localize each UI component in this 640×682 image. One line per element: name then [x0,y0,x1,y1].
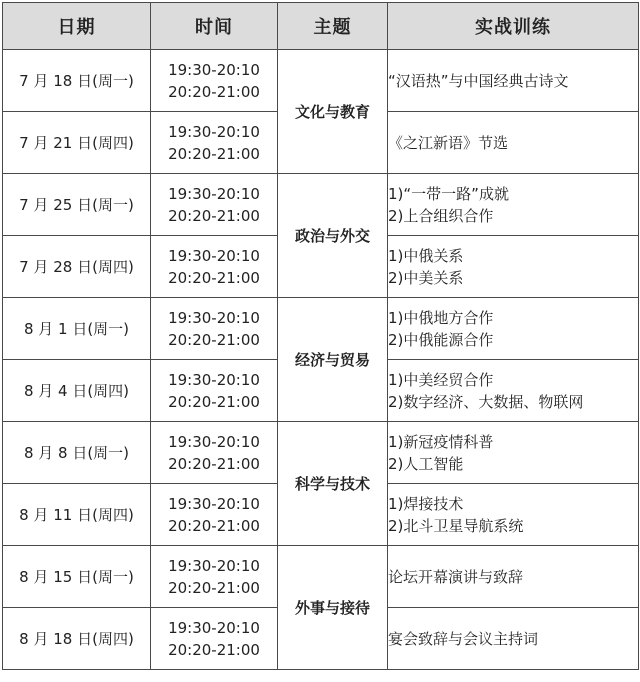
time-cell [151,236,278,298]
time-slot-2: 20:20-21:00 [168,640,260,659]
schedule-table [2,2,639,670]
training-cell [388,236,639,298]
training-item: 2)北斗卫星导航系统 [388,516,524,535]
training-cell [388,174,639,236]
time-slot-2: 20:20-21:00 [168,454,260,473]
time-slot-2: 20:20-21:00 [168,144,260,163]
training-item: 宴会致辞与会议主持词 [388,629,539,648]
training-cell [388,484,639,546]
time-slot-2: 20:20-21:00 [168,268,260,287]
training-item: 2)中俄能源合作 [388,330,494,349]
table-body [3,50,639,670]
training-item: 1)焊接技术 [388,494,464,513]
training-cell [388,546,639,608]
table-row [3,174,639,236]
time-cell [151,360,278,422]
table-row [3,546,639,608]
time-slot-1: 19:30-20:10 [168,246,260,265]
time-slot-1: 19:30-20:10 [168,184,260,203]
time-cell [151,174,278,236]
training-item: 1)中俄关系 [388,246,464,265]
training-item: 1)“一带一路”成就 [388,184,509,203]
time-slot-2: 20:20-21:00 [168,330,260,349]
time-slot-1: 19:30-20:10 [168,618,260,637]
training-item: 1)中俄地方合作 [388,308,494,327]
date-cell: 8 月 18 日(周四) [3,608,151,670]
topic-cell: 外事与接待 [278,546,388,670]
table-row [3,50,639,112]
topic-cell: 政治与外交 [278,174,388,298]
table-row [3,298,639,360]
training-cell [388,298,639,360]
training-item: 2)数字经济、大数据、物联网 [388,392,584,411]
training-cell [388,50,639,112]
training-item: 1)中美经贸合作 [388,370,494,389]
time-slot-1: 19:30-20:10 [168,308,260,327]
time-cell [151,112,278,174]
time-cell [151,608,278,670]
header-time: 时间 [151,3,278,50]
topic-cell: 文化与教育 [278,50,388,174]
time-slot-1: 19:30-20:10 [168,556,260,575]
time-slot-1: 19:30-20:10 [168,432,260,451]
training-cell [388,422,639,484]
time-slot-1: 19:30-20:10 [168,60,260,79]
date-cell: 7 月 25 日(周一) [3,174,151,236]
time-cell [151,298,278,360]
date-cell: 7 月 21 日(周四) [3,112,151,174]
time-slot-2: 20:20-21:00 [168,392,260,411]
training-item: 2)上合组织合作 [388,206,494,225]
time-slot-2: 20:20-21:00 [168,82,260,101]
date-cell: 8 月 15 日(周一) [3,546,151,608]
time-slot-2: 20:20-21:00 [168,206,260,225]
header-training: 实战训练 [388,3,639,50]
training-cell [388,608,639,670]
time-slot-2: 20:20-21:00 [168,516,260,535]
training-item: 《之江新语》节选 [388,133,509,152]
date-cell: 8 月 11 日(周四) [3,484,151,546]
header-topic: 主题 [278,3,388,50]
training-item: 2)中美关系 [388,268,464,287]
training-item: 2)人工智能 [388,454,464,473]
time-slot-1: 19:30-20:10 [168,122,260,141]
date-cell: 7 月 18 日(周一) [3,50,151,112]
date-cell: 8 月 8 日(周一) [3,422,151,484]
time-cell [151,546,278,608]
date-cell: 8 月 1 日(周一) [3,298,151,360]
topic-cell: 科学与技术 [278,422,388,546]
time-cell [151,422,278,484]
date-cell: 7 月 28 日(周四) [3,236,151,298]
header-date: 日期 [3,3,151,50]
training-item: “汉语热”与中国经典古诗文 [388,71,569,90]
time-slot-2: 20:20-21:00 [168,578,260,597]
topic-cell: 经济与贸易 [278,298,388,422]
date-cell: 8 月 4 日(周四) [3,360,151,422]
header-row [3,3,639,50]
table-row [3,422,639,484]
training-item: 论坛开幕演讲与致辞 [388,567,524,586]
time-slot-1: 19:30-20:10 [168,494,260,513]
time-slot-1: 19:30-20:10 [168,370,260,389]
time-cell [151,50,278,112]
table-header [3,3,639,50]
training-cell [388,112,639,174]
training-cell [388,360,639,422]
training-item: 1)新冠疫情科普 [388,432,494,451]
time-cell [151,484,278,546]
